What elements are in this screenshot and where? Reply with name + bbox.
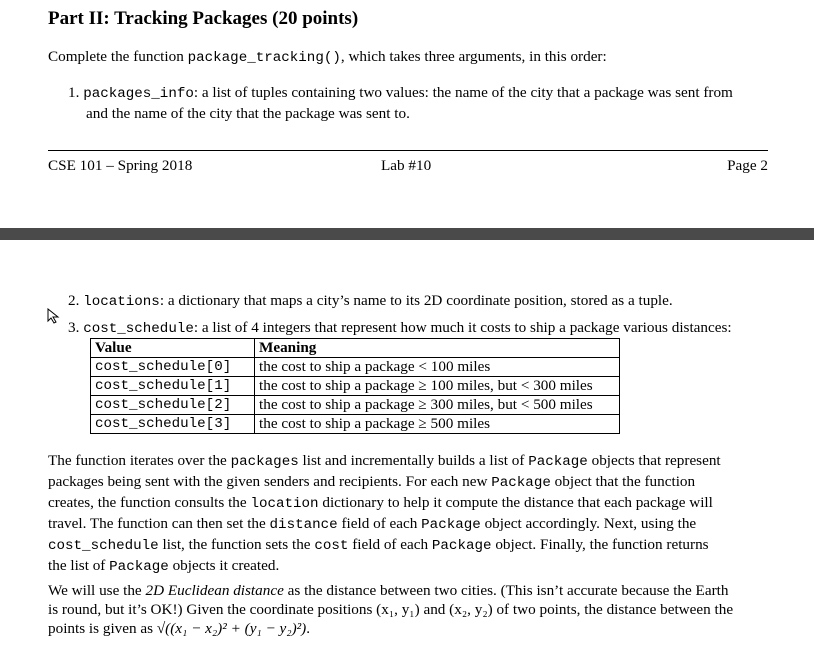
table-cell-value: cost_schedule[3]	[91, 415, 255, 434]
param-desc: : a list of 4 integers that represent how much it costs to ship a package various distances:	[193, 319, 732, 336]
text-line: cost_schedule list, the function sets the cost field of each Package object. Finally, the function returns	[48, 536, 709, 554]
table-cell-value: cost_schedule[2]	[91, 396, 255, 415]
text-line: is round, but it’s OK!) Given the coordinate positions (x₁, y₁) and (x₂, y₂) of two points, the distance between the	[48, 601, 734, 618]
page-1-section	[0, 0, 814, 228]
footer-lab: Lab #10	[381, 157, 432, 174]
param-code: locations	[83, 294, 160, 310]
table-cell-meaning: the cost to ship a package ≥ 300 miles, but < 500 miles	[255, 396, 620, 415]
distance-formula: √((x₁ − x₂)² + (y₁ − y₂)²)	[156, 620, 307, 637]
header-value: Value	[91, 339, 255, 358]
text-line: packages being sent with the given senders and recipients. For each new Package object that the function	[48, 473, 696, 491]
section-heading: Part II: Tracking Packages (20 points)	[48, 8, 359, 29]
param-code: cost_schedule	[83, 321, 194, 337]
param-desc: : a list of tuples containing two values: the name of the city that a package was sent from	[193, 84, 733, 101]
mouse-pointer-icon	[47, 308, 61, 324]
table-row	[91, 377, 620, 396]
text-line: We will use the 2D Euclidean distance as the distance between two cities. (This isn’t accurate because the Earth	[48, 582, 729, 599]
distance-paragraph	[48, 581, 768, 638]
list-number: 3.	[68, 319, 80, 336]
list-number: 2.	[68, 292, 80, 309]
table-cell-meaning: the cost to ship a package ≥ 100 miles, but < 300 miles	[255, 377, 620, 396]
param-desc-cont: and the name of the city that the package was sent to.	[86, 105, 410, 122]
param-code: packages_info	[83, 86, 194, 102]
header-meaning: Meaning	[255, 339, 620, 358]
table-row	[91, 415, 620, 434]
page-footer	[48, 150, 768, 181]
text-line: points is given as √((x₁ − x₂)² + (y₁ − y₂)²).	[48, 620, 311, 637]
intro-text: Complete the function	[48, 48, 188, 65]
text-line: travel. The function can then set the distance field of each Package object accordingly. Next, using the	[48, 515, 697, 533]
cost-schedule-table	[90, 338, 620, 434]
table-cell-value: cost_schedule[0]	[91, 358, 255, 377]
table-header-row	[91, 339, 620, 358]
list-item-1	[68, 83, 733, 123]
table-row	[91, 396, 620, 415]
page-2-section	[0, 240, 814, 652]
text-line: the list of Package objects it created.	[48, 557, 280, 575]
intro-text-end: , which takes three arguments, in this order:	[340, 48, 607, 65]
text-line: The function iterates over the packages list and incrementally builds a list of Package objects that represent	[48, 452, 721, 470]
table-cell-meaning: the cost to ship a package ≥ 500 miles	[255, 415, 620, 434]
list-item-2	[68, 291, 673, 312]
description-paragraph	[48, 451, 768, 577]
table-cell-value: cost_schedule[1]	[91, 377, 255, 396]
param-desc: : a dictionary that maps a city’s name to its 2D coordinate position, stored as a tuple.	[159, 292, 673, 309]
list-item-3	[68, 318, 732, 339]
footer-page: Page 2	[727, 157, 768, 174]
list-number: 1.	[68, 84, 80, 101]
table-cell-meaning: the cost to ship a package < 100 miles	[255, 358, 620, 377]
intro-paragraph	[48, 47, 607, 68]
page-separator	[0, 228, 814, 240]
footer-course: CSE 101 – Spring 2018	[48, 157, 193, 174]
text-line: creates, the function consults the location dictionary to help it compute the distance that each package will	[48, 494, 713, 512]
table-row	[91, 358, 620, 377]
function-name-code: package_tracking()	[187, 50, 341, 66]
